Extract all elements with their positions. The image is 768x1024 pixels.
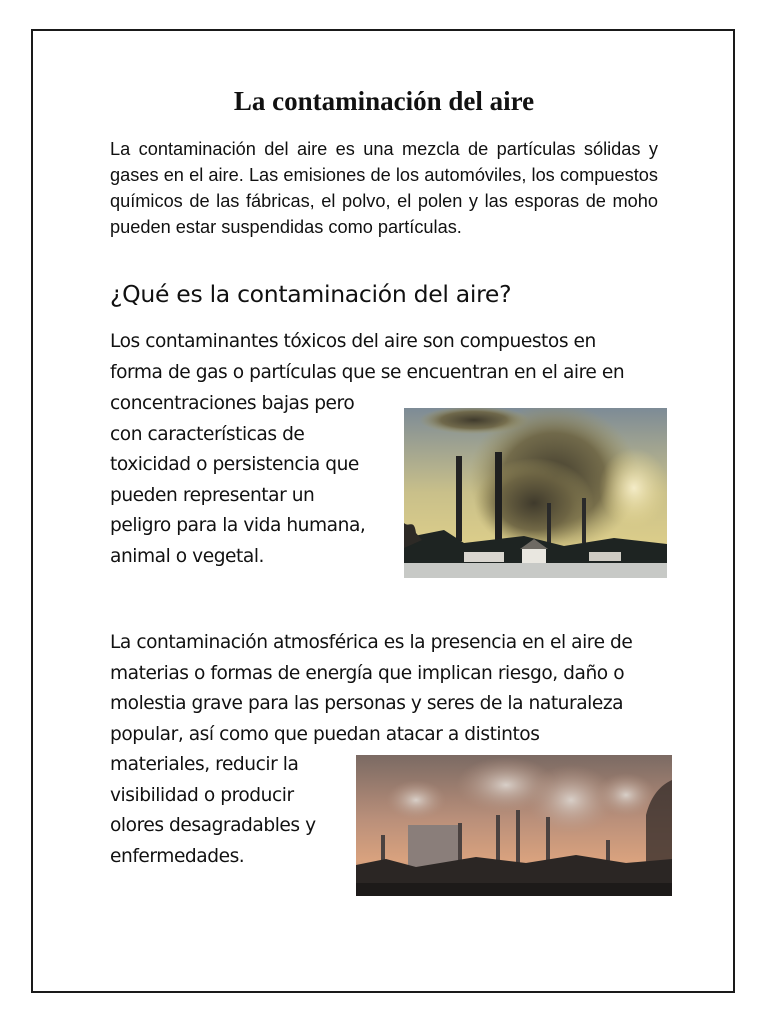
text-line: peligro para la vida humana, — [110, 515, 366, 536]
smokestacks-photo — [404, 408, 667, 578]
section-a-paragraph-narrow — [110, 389, 400, 572]
text-line: olores desagradables y — [110, 815, 316, 836]
document-title: La contaminación del aire — [233, 86, 535, 116]
text-line: visibilidad o producir — [110, 784, 294, 806]
text-line: enfermedades. — [110, 845, 245, 867]
text-line: Los contaminantes tóxicos del aire son compuestos en — [110, 331, 596, 352]
text-line: forma de gas o partículas que se encuentran en el aire en — [110, 361, 625, 383]
text-line: toxicidad o persistencia que — [110, 454, 359, 475]
section-b-paragraph-narrow — [110, 750, 350, 872]
industrial-skyline-photo — [356, 755, 672, 896]
text-line: popular, así como que puedan atacar a distintos — [110, 723, 540, 745]
text-line: molestia grave para las personas y seres de la naturaleza — [110, 693, 624, 714]
text-line: concentraciones bajas pero — [110, 393, 355, 414]
text-line: con características de — [110, 423, 305, 445]
text-line: La contaminación atmosférica es la presencia en el aire de — [110, 632, 633, 653]
text-line: pueden representar un — [110, 484, 315, 506]
text-line: animal o vegetal. — [110, 545, 265, 567]
section-b-paragraph-wide — [110, 628, 680, 750]
intro-paragraph: La contaminación del aire es una mezcla de partículas sólidas y gases en el aire. Las emisiones de los automóviles, los compuestos químicos de las fábricas, el polvo, el polen y las esporas de moho pueden estar suspendidas como partículas. — [110, 139, 658, 237]
text-line: materiales, reducir la — [110, 754, 299, 775]
section-a-paragraph-wide — [110, 327, 670, 388]
text-line: materias o formas de energía que implican riesgo, daño o — [110, 662, 625, 684]
section-heading: ¿Qué es la contaminación del aire? — [110, 280, 512, 308]
